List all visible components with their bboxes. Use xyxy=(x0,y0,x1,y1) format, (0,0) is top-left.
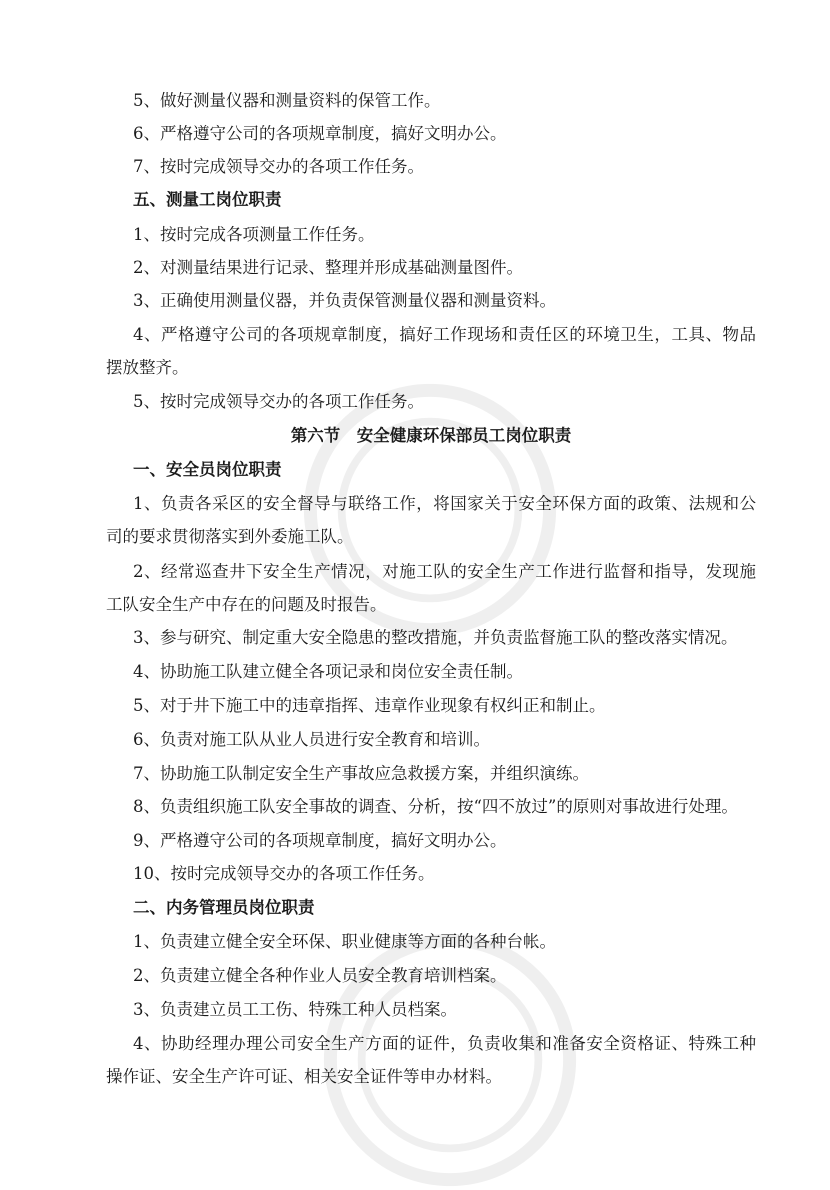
paragraph-line: 2、负责建立健全各种作业人员安全教育培训档案。 xyxy=(133,966,507,985)
section-heading: 一、安全员岗位职责 xyxy=(133,460,282,479)
paragraph-line: 7、按时完成领导交办的各项工作任务。 xyxy=(133,157,424,176)
paragraph-line: 3、正确使用测量仪器，并负责保管测量仪器和测量资料。 xyxy=(133,291,556,310)
paragraph-line: 1、按时完成各项测量工作任务。 xyxy=(133,225,375,244)
section-heading: 二、内务管理员岗位职责 xyxy=(133,898,315,917)
paragraph-line: 4、严格遵守公司的各项规章制度，搞好工作现场和责任区的环境卫生，工具、物品 xyxy=(133,325,756,344)
paragraph-line: 操作证、安全生产许可证、相关安全证件等申办材料。 xyxy=(106,1067,502,1086)
paragraph-line: 3、负责建立员工工伤、特殊工种人员档案。 xyxy=(133,1000,457,1019)
paragraph-line: 工队安全生产中存在的问题及时报告。 xyxy=(106,595,387,614)
paragraph-line: 8、负责组织施工队安全事故的调查、分析，按“四不放过”的原则对事故进行处理。 xyxy=(133,797,738,816)
paragraph-line: 5、做好测量仪器和测量资料的保管工作。 xyxy=(133,91,441,110)
paragraph-line: 司的要求贯彻落实到外委施工队。 xyxy=(106,527,354,546)
paragraph-line: 4、协助施工队建立健全各项记录和岗位安全责任制。 xyxy=(133,662,523,681)
paragraph-line: 6、严格遵守公司的各项规章制度，搞好文明办公。 xyxy=(133,124,507,143)
paragraph-line: 2、经常巡查井下安全生产情况，对施工队的安全生产工作进行监督和指导，发现施 xyxy=(133,562,756,581)
paragraph-line: 9、严格遵守公司的各项规章制度，搞好文明办公。 xyxy=(133,831,507,850)
paragraph-line: 1、负责建立健全安全环保、职业健康等方面的各种台帐。 xyxy=(133,932,556,951)
paragraph-line: 5、按时完成领导交办的各项工作任务。 xyxy=(133,392,424,411)
section-heading: 五、测量工岗位职责 xyxy=(133,190,282,209)
paragraph-line: 5、对于井下施工中的违章指挥、违章作业现象有权纠正和制止。 xyxy=(133,696,606,715)
chapter-title: 第六节 安全健康环保部员工岗位职责 xyxy=(290,426,572,445)
paragraph-line: 3、参与研究、制定重大安全隐患的整改措施，并负责监督施工队的整改落实情况。 xyxy=(133,628,738,647)
paragraph-line: 10、按时完成领导交办的各项工作任务。 xyxy=(133,864,435,883)
paragraph-line: 1、负责各采区的安全督导与联络工作，将国家关于安全环保方面的政策、法规和公 xyxy=(133,494,756,513)
paragraph-line: 2、对测量结果进行记录、整理并形成基础测量图件。 xyxy=(133,258,523,277)
paragraph-line: 7、协助施工队制定安全生产事故应急救援方案，并组织演练。 xyxy=(133,764,589,783)
paragraph-line: 4、协助经理办理公司安全生产方面的证件，负责收集和准备安全资格证、特殊工种 xyxy=(133,1034,756,1053)
paragraph-line: 摆放整齐。 xyxy=(106,358,189,377)
paragraph-line: 6、负责对施工队从业人员进行安全教育和培训。 xyxy=(133,730,490,749)
